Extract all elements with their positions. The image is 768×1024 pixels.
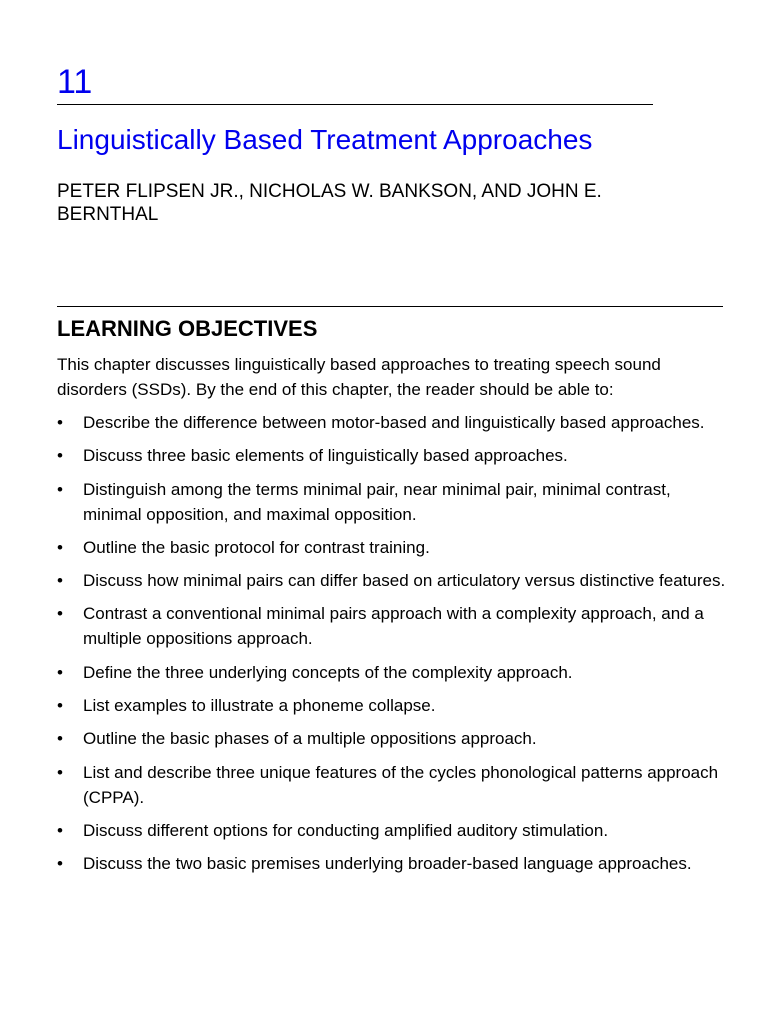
objective-text: Define the three underlying concepts of the complexity approach. bbox=[83, 662, 573, 682]
objective-text: Outline the basic protocol for contrast training. bbox=[83, 537, 430, 557]
objective-item bbox=[57, 568, 727, 593]
objective-item bbox=[57, 660, 727, 685]
objective-item bbox=[57, 601, 727, 651]
bullet-icon: • bbox=[57, 604, 63, 624]
bullet-icon: • bbox=[57, 571, 63, 591]
chapter-title: Linguistically Based Treatment Approaches bbox=[57, 124, 593, 155]
objective-item bbox=[57, 726, 727, 751]
bullet-icon: • bbox=[57, 662, 63, 682]
chapter-authors: PETER FLIPSEN JR., NICHOLAS W. BANKSON, AND JOHN E. BERNTHAL bbox=[57, 181, 602, 225]
objective-text: Discuss how minimal pairs can differ based on articulatory versus distinctive features. bbox=[83, 571, 726, 591]
objective-item bbox=[57, 851, 727, 876]
chapter-divider bbox=[57, 104, 653, 105]
objective-item bbox=[57, 760, 727, 810]
objective-item bbox=[57, 535, 727, 560]
bullet-icon: • bbox=[57, 729, 63, 749]
bullet-icon: • bbox=[57, 479, 63, 499]
objective-text: List and describe three unique features of the cycles phonological patterns approach (CPPA). bbox=[83, 762, 719, 807]
objective-text: Describe the difference between motor-based and linguistically based approaches. bbox=[83, 413, 705, 432]
objective-text: Discuss different options for conducting amplified auditory stimulation. bbox=[83, 820, 609, 840]
learning-objectives-heading: LEARNING OBJECTIVES bbox=[57, 316, 318, 341]
learning-objectives-list bbox=[57, 410, 727, 885]
bullet-icon: • bbox=[57, 413, 63, 432]
bullet-icon: • bbox=[57, 854, 63, 874]
objective-text: Distinguish among the terms minimal pair, near minimal pair, minimal contrast, minimal opposition, and maximal opposition. bbox=[83, 479, 671, 524]
objective-item bbox=[57, 410, 727, 435]
bullet-icon: • bbox=[57, 446, 63, 466]
objective-text: Discuss the two basic premises underlying broader-based language approaches. bbox=[83, 854, 692, 874]
objective-text: Discuss three basic elements of linguistically based approaches. bbox=[83, 446, 568, 466]
bullet-icon: • bbox=[57, 537, 63, 557]
section-divider bbox=[57, 306, 723, 307]
objective-item bbox=[57, 693, 727, 718]
objective-text: Contrast a conventional minimal pairs approach with a complexity approach, and a multiple oppositions approach. bbox=[83, 604, 704, 649]
bullet-icon: • bbox=[57, 820, 63, 840]
objective-item bbox=[57, 818, 727, 843]
objective-item bbox=[57, 477, 727, 527]
objective-item bbox=[57, 443, 727, 468]
bullet-icon: • bbox=[57, 696, 63, 716]
objective-text: Outline the basic phases of a multiple oppositions approach. bbox=[83, 729, 537, 749]
learning-objectives-intro: This chapter discusses linguistically based approaches to treating speech sound disorders (SSDs). By the end of this chapter, the reader should be able to: bbox=[57, 355, 661, 399]
bullet-icon: • bbox=[57, 762, 63, 782]
chapter-number: 11 bbox=[57, 63, 93, 101]
objective-text: List examples to illustrate a phoneme collapse. bbox=[83, 696, 436, 716]
